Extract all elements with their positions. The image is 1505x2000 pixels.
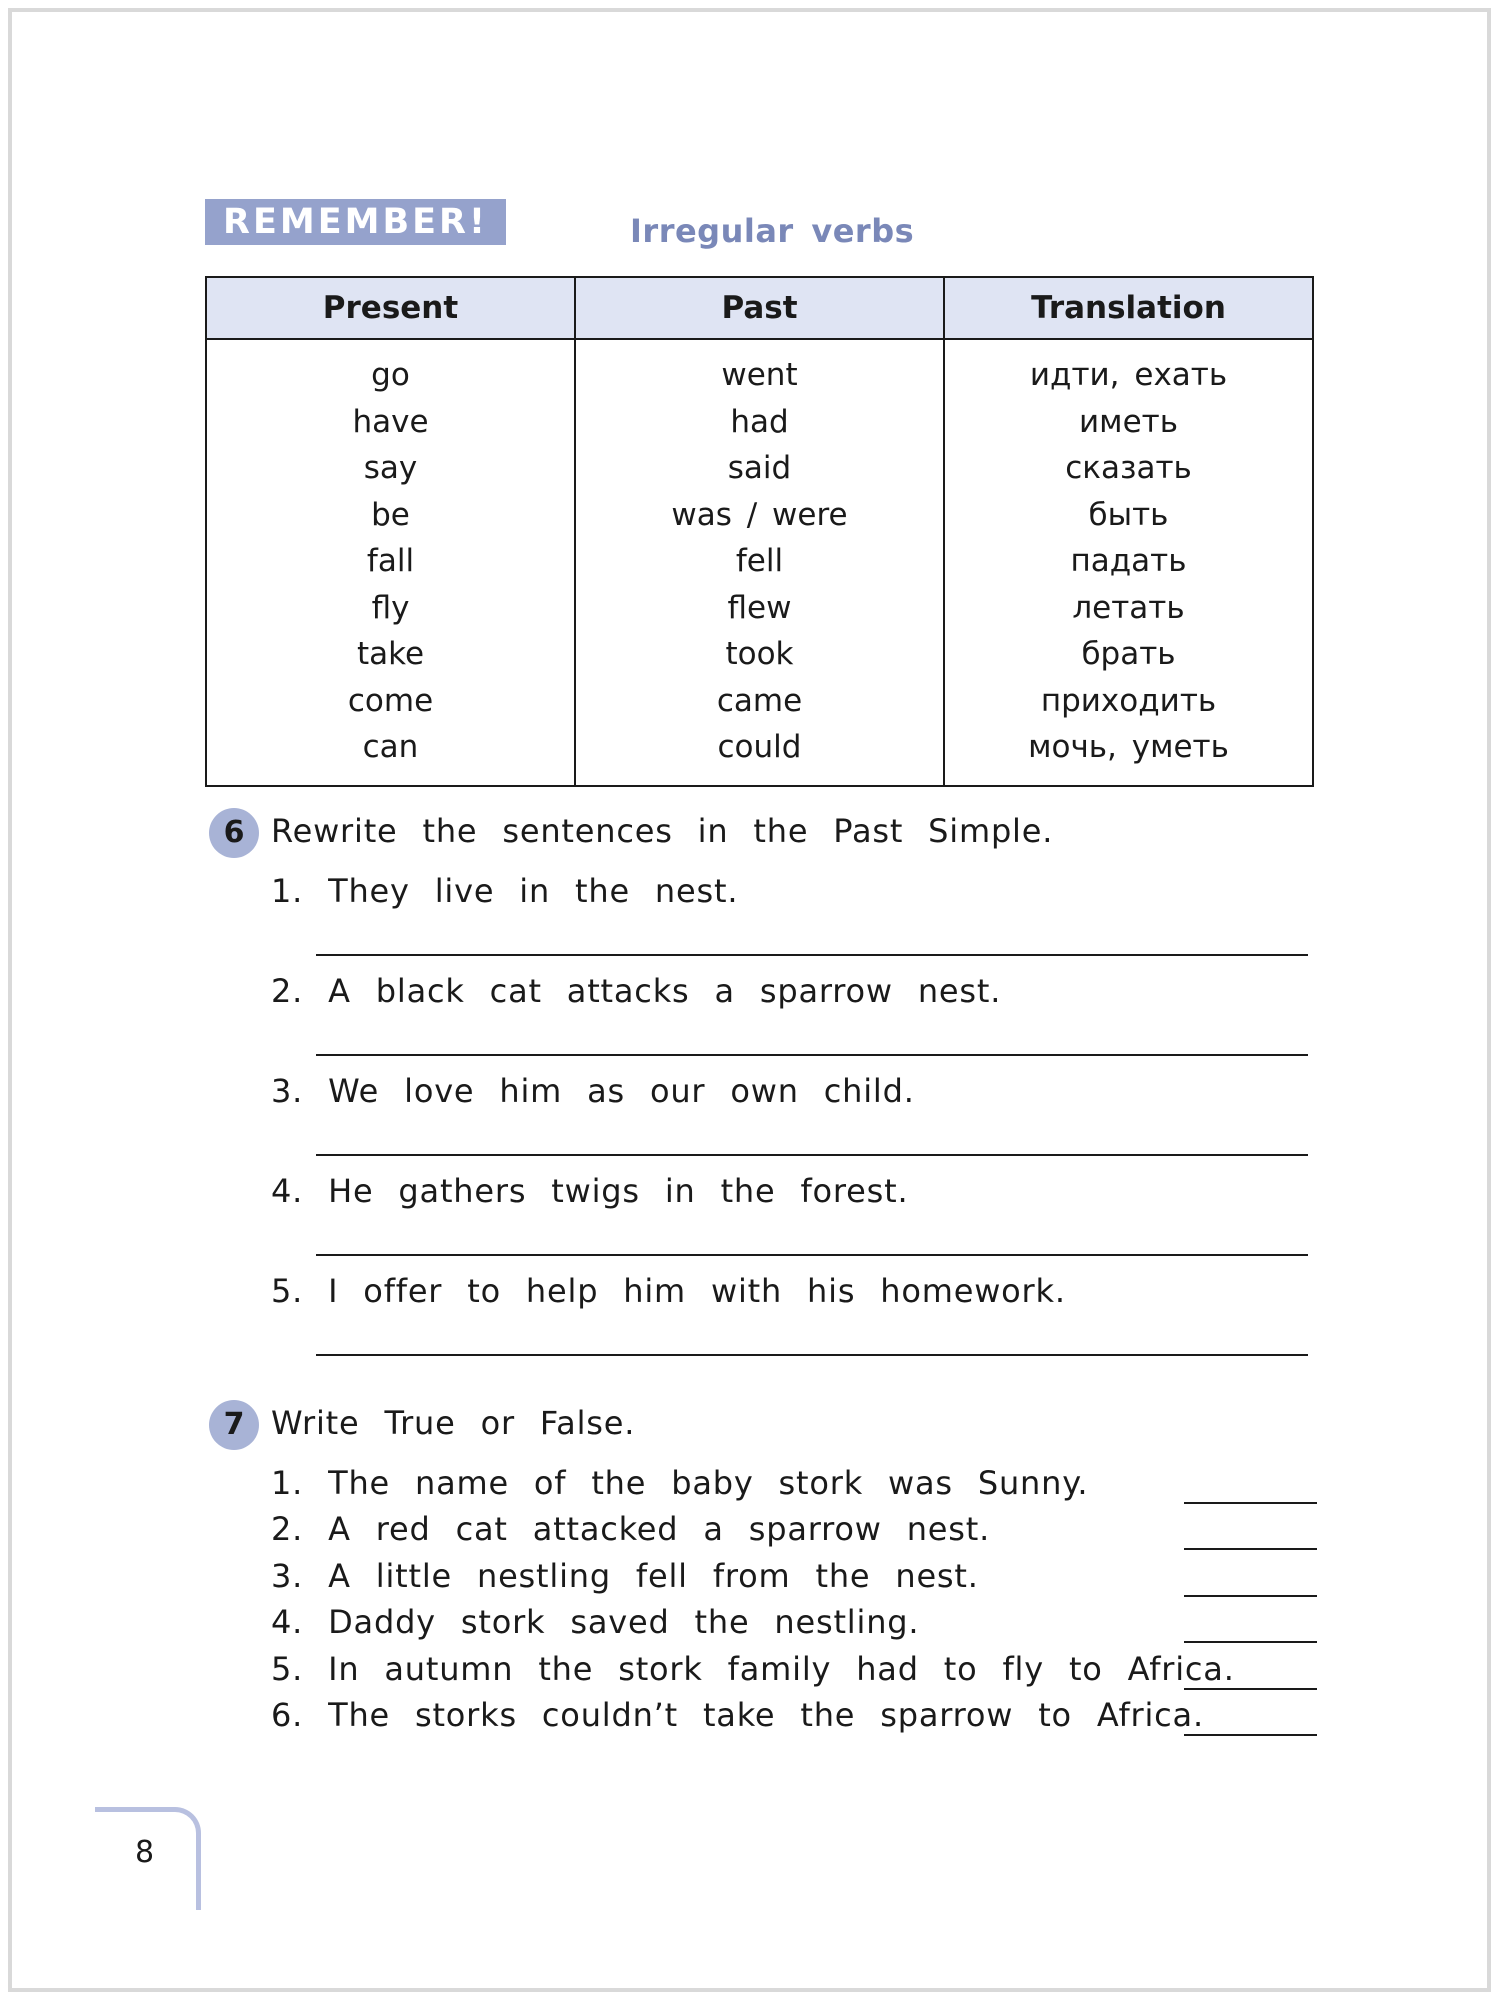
exercise-number-badge: 7 <box>209 1400 259 1450</box>
answer-blank[interactable] <box>1184 1688 1317 1690</box>
present-verb: fall <box>366 543 415 579</box>
answer-blank[interactable] <box>1184 1502 1317 1504</box>
sentence: 5. I offer to help him with his homework. <box>271 1272 1066 1310</box>
present-verb: fly <box>371 589 410 626</box>
past-verb: fell <box>735 543 784 579</box>
present-column <box>206 339 575 786</box>
answer-line[interactable] <box>316 954 1308 956</box>
past-verb: took <box>725 636 794 672</box>
exercise-number-badge: 6 <box>209 808 259 858</box>
past-verb: came <box>716 682 803 719</box>
present-verb: say <box>363 450 418 486</box>
present-verb: go <box>371 357 410 393</box>
true-false-row <box>271 1557 1317 1601</box>
true-false-row <box>271 1650 1317 1694</box>
true-false-row <box>271 1603 1317 1647</box>
answer-blank[interactable] <box>1184 1595 1317 1597</box>
past-verb: flew <box>727 589 792 626</box>
remember-badge: REMEMBER! <box>205 199 506 245</box>
true-false-row <box>271 1696 1317 1740</box>
translation: летать <box>1072 589 1185 626</box>
sentence: 1. They live in the nest. <box>271 872 739 910</box>
present-verb: be <box>371 496 410 533</box>
sentence: 4. He gathers twigs in the forest. <box>271 1172 909 1210</box>
present-verb: come <box>347 682 434 719</box>
statement: 6. The storks couldn’t take the sparrow to Africa. <box>271 1696 1204 1734</box>
translation: мочь, уметь <box>1028 729 1229 765</box>
statement: 4. Daddy stork saved the nestling. <box>271 1603 920 1641</box>
translation: сказать <box>1065 450 1192 486</box>
exercise-instruction: Write True or False. <box>271 1404 636 1442</box>
answer-line[interactable] <box>316 1254 1308 1256</box>
sentence: 2. A black cat attacks a sparrow nest. <box>271 972 1002 1010</box>
statement: 3. A little nestling fell from the nest. <box>271 1557 979 1595</box>
table-body-row <box>206 339 1313 786</box>
answer-blank[interactable] <box>1184 1641 1317 1643</box>
sentence: 3. We love him as our own child. <box>271 1072 915 1110</box>
past-verb: said <box>727 450 792 486</box>
true-false-row <box>271 1464 1317 1508</box>
table-header-row <box>206 277 1313 339</box>
translation: брать <box>1081 636 1176 672</box>
past-verb: had <box>730 403 789 440</box>
answer-blank[interactable] <box>1184 1548 1317 1550</box>
translation: иметь <box>1079 403 1178 440</box>
past-verb: went <box>721 357 798 393</box>
past-verb: could <box>717 729 802 765</box>
header-present: Present <box>206 277 575 339</box>
statement: 5. In autumn the stork family had to fly to Africa. <box>271 1650 1235 1688</box>
exercise-instruction: Rewrite the sentences in the Past Simple. <box>271 812 1054 850</box>
answer-blank[interactable] <box>1184 1734 1317 1736</box>
present-verb: take <box>356 636 425 672</box>
irregular-verbs-table <box>205 276 1314 787</box>
statement: 1. The name of the baby stork was Sunny. <box>271 1464 1089 1502</box>
past-verb: was / were <box>671 496 848 533</box>
answer-line[interactable] <box>316 1354 1308 1356</box>
translation: падать <box>1070 543 1187 579</box>
statement: 2. A red cat attacked a sparrow nest. <box>271 1510 991 1548</box>
present-verb: can <box>362 729 419 765</box>
translation: приходить <box>1040 682 1217 719</box>
table-title: Irregular verbs <box>630 212 915 250</box>
header-past: Past <box>575 277 944 339</box>
true-false-row <box>271 1510 1317 1554</box>
translation: быть <box>1088 496 1169 533</box>
answer-line[interactable] <box>316 1054 1308 1056</box>
translation: идти, ехать <box>1029 357 1228 393</box>
present-verb: have <box>352 403 429 440</box>
translation-column <box>944 339 1313 786</box>
past-column <box>575 339 944 786</box>
page-number: 8 <box>135 1835 155 1870</box>
answer-line[interactable] <box>316 1154 1308 1156</box>
header-translation: Translation <box>944 277 1313 339</box>
